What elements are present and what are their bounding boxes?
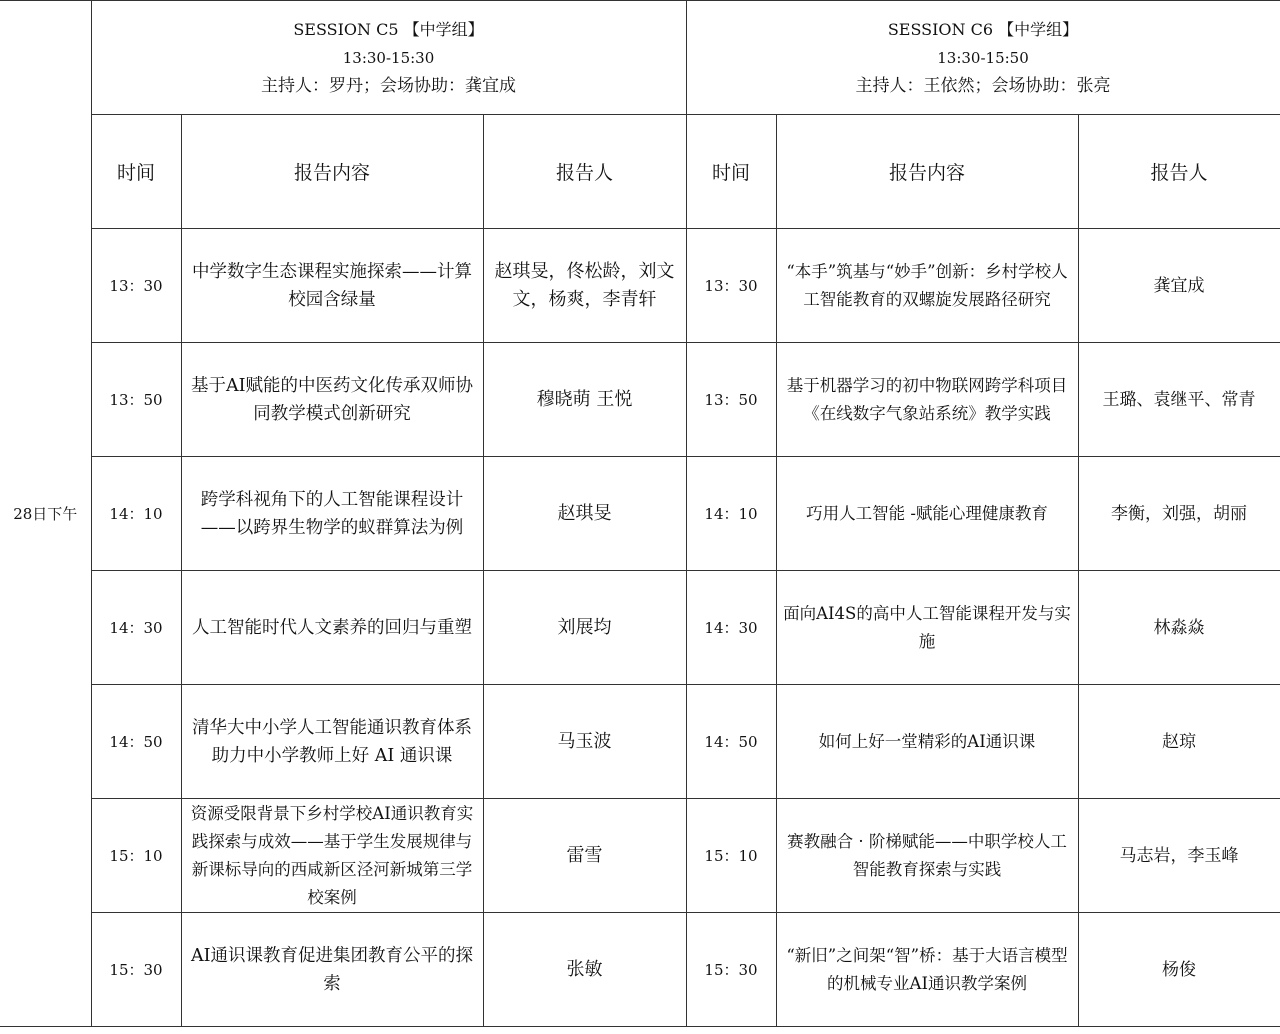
session-host: 主持人：罗丹；会场协助：龚宜成 [261,75,516,96]
talk-speaker: 王璐、袁继平、常青 [1078,343,1280,457]
talk-topic: 面向AI4S的高中人工智能课程开发与实施 [776,571,1078,685]
talk-time: 14：30 [686,571,776,685]
talk-speaker: 雷雪 [483,799,686,913]
talk-speaker: 马志岩，李玉峰 [1078,799,1280,913]
talk-time: 14：10 [91,457,181,571]
talk-speaker: 李衡，刘强，胡丽 [1078,457,1280,571]
session-title: SESSION C5 【中学组】 [293,19,484,39]
talk-time: 15：10 [686,799,776,913]
talk-speaker: 穆晓萌 王悦 [483,343,686,457]
session-title: SESSION C6 【中学组】 [887,19,1079,39]
table-row [0,913,1280,1027]
header-topic: 报告内容 [776,115,1078,229]
talk-time: 15：10 [91,799,181,913]
talk-time: 13：50 [686,343,776,457]
talk-time: 14：10 [686,457,776,571]
table-row [0,685,1280,799]
day-label: 28日下午 [0,1,91,1027]
talk-speaker: 林淼焱 [1078,571,1280,685]
table-row [0,229,1280,343]
talk-time: 13：50 [91,343,181,457]
talk-topic: 跨学科视角下的人工智能课程设计——以跨界生物学的蚁群算法为例 [181,457,483,571]
table-row [0,799,1280,913]
session-time: 13:30-15:30 [342,48,435,67]
talk-time: 13：30 [686,229,776,343]
session-host: 主持人：王依然；会场协助：张亮 [855,75,1111,96]
talk-speaker: 赵琼 [1078,685,1280,799]
talk-time: 15：30 [91,913,181,1027]
talk-time: 14：50 [686,685,776,799]
talk-speaker: 马玉波 [483,685,686,799]
header-topic: 报告内容 [181,115,483,229]
header-speaker: 报告人 [1078,115,1280,229]
table-row [0,457,1280,571]
session-c6-header [686,1,1280,115]
header-speaker: 报告人 [483,115,686,229]
talk-topic: 基于机器学习的初中物联网跨学科项目《在线数字气象站系统》教学实践 [776,343,1078,457]
talk-topic: 人工智能时代人文素养的回归与重塑 [181,571,483,685]
session-c5-header [91,1,686,115]
column-header-row [0,115,1280,229]
talk-time: 14：50 [91,685,181,799]
talk-topic: 清华大中小学人工智能通识教育体系助力中小学教师上好 AI 通识课 [181,685,483,799]
talk-topic: “新旧”之间架“智”桥：基于大语言模型的机械专业AI通识教学案例 [776,913,1078,1027]
talk-time: 13：30 [91,229,181,343]
talk-speaker: 龚宜成 [1078,229,1280,343]
session-time: 13:30-15:50 [937,48,1029,67]
talk-topic: 如何上好一堂精彩的AI通识课 [776,685,1078,799]
talk-speaker: 赵琪旻，佟松龄，刘文文，杨爽，李青轩 [483,229,686,343]
talk-topic: 中学数字生态课程实施探索——计算校园含绿量 [181,229,483,343]
table-row [0,343,1280,457]
talk-time: 14：30 [91,571,181,685]
talk-time: 15：30 [686,913,776,1027]
talk-topic: 巧用人工智能 -赋能心理健康教育 [776,457,1078,571]
talk-speaker: 杨俊 [1078,913,1280,1027]
talk-speaker: 赵琪旻 [483,457,686,571]
header-time: 时间 [686,115,776,229]
talk-topic: 赛教融合 · 阶梯赋能——中职学校人工智能教育探索与实践 [776,799,1078,913]
talk-topic: “本手”筑基与“妙手”创新：乡村学校人工智能教育的双螺旋发展路径研究 [776,229,1078,343]
talk-topic: AI通识课教育促进集团教育公平的探索 [181,913,483,1027]
talk-topic: 基于AI赋能的中医药文化传承双师协同教学模式创新研究 [181,343,483,457]
talk-topic: 资源受限背景下乡村学校AI通识教育实践探索与成效——基于学生发展规律与新课标导向的西咸新区泾河新城第三学校案例 [181,799,483,913]
header-time: 时间 [91,115,181,229]
table-row [0,571,1280,685]
talk-speaker: 刘展均 [483,571,686,685]
talk-speaker: 张敏 [483,913,686,1027]
